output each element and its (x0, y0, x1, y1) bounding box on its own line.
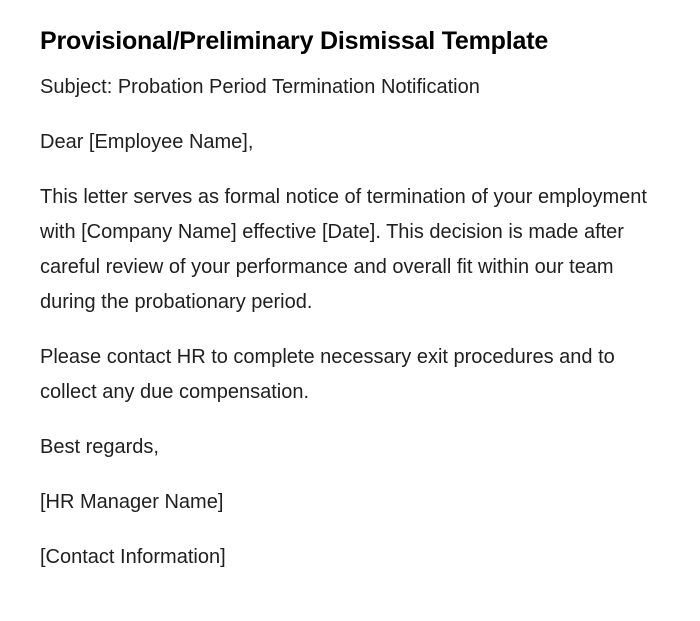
document-title: Provisional/Preliminary Dismissal Template (40, 27, 549, 55)
body-paragraph-termination-notice: This letter serves as formal notice of termination of your employment with [Company Name] effective [Date]. This decision is made after careful review of your performance and overall fit within our team during the probationary period. (40, 186, 647, 313)
salutation: Dear [Employee Name], (40, 131, 254, 153)
body-paragraph-exit-procedures: Please contact HR to complete necessary exit procedures and to collect any due compensation. (40, 346, 615, 403)
subject-line: Subject: Probation Period Termination Notification (40, 76, 480, 98)
signature-name: [HR Manager Name] (40, 491, 224, 513)
closing: Best regards, (40, 436, 159, 458)
signature-contact: [Contact Information] (40, 546, 226, 568)
letter-document (40, 24, 660, 595)
